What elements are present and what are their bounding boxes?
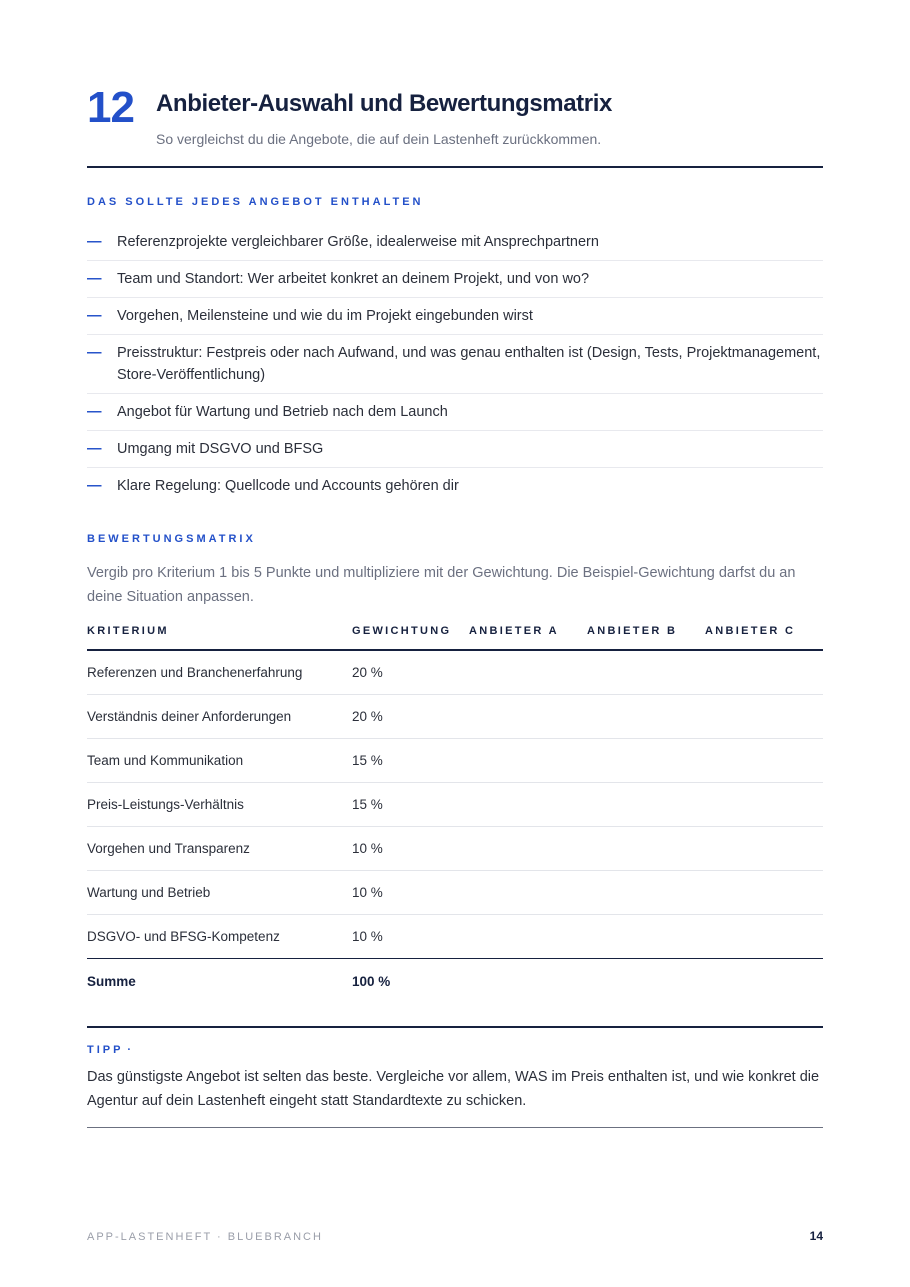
weight-cell: 15 % xyxy=(352,739,469,783)
vendor-c-score-cell xyxy=(705,650,823,695)
page-number: 14 xyxy=(809,1229,823,1243)
weight-cell: 20 % xyxy=(352,695,469,739)
weight-cell: 20 % xyxy=(352,650,469,695)
dash-bullet-icon: — xyxy=(87,345,102,361)
offer-section-heading: DAS SOLLTE JEDES ANGEBOT ENTHALTEN xyxy=(87,196,424,208)
column-header-vendor-a: ANBIETER A xyxy=(469,612,587,650)
vendor-a-score-cell xyxy=(469,783,587,827)
vendor-c-sum-cell xyxy=(705,959,823,1004)
checklist-item-text: Umgang mit DSGVO und BFSG xyxy=(117,441,324,457)
checklist-item xyxy=(87,394,823,431)
vendor-b-score-cell xyxy=(587,783,705,827)
checklist-item xyxy=(87,431,823,468)
footer-document-title: APP-LASTENHEFT · BLUEBRANCH xyxy=(87,1231,323,1243)
sum-weight: 100 % xyxy=(352,973,391,989)
vendor-a-score-cell xyxy=(469,827,587,871)
table-header-row xyxy=(87,612,823,650)
checklist-item xyxy=(87,261,823,298)
tip-separator: · xyxy=(127,1044,131,1056)
vendor-a-score-cell xyxy=(469,915,587,959)
vendor-b-score-cell xyxy=(587,650,705,695)
criterion-cell: Wartung und Betrieb xyxy=(87,871,352,915)
table-row xyxy=(87,739,823,783)
dash-bullet-icon: — xyxy=(87,271,102,287)
criterion-cell: Vorgehen und Transparenz xyxy=(87,827,352,871)
vendor-c-score-cell xyxy=(705,871,823,915)
vendor-a-score-cell xyxy=(469,871,587,915)
checklist-item xyxy=(87,298,823,335)
vendor-b-score-cell xyxy=(587,695,705,739)
matrix-section-heading: BEWERTUNGSMATRIX xyxy=(87,533,256,545)
vendor-b-score-cell xyxy=(587,827,705,871)
dash-bullet-icon: — xyxy=(87,404,102,420)
criterion-cell: DSGVO- und BFSG-Kompetenz xyxy=(87,915,352,959)
checklist-item-text: Angebot für Wartung und Betrieb nach dem Launch xyxy=(117,404,448,420)
vendor-c-score-cell xyxy=(705,827,823,871)
vendor-c-score-cell xyxy=(705,695,823,739)
vendor-c-score-cell xyxy=(705,915,823,959)
dash-bullet-icon: — xyxy=(87,308,102,324)
vendor-c-score-cell xyxy=(705,739,823,783)
checklist-item-text: Team und Standort: Wer arbeitet konkret an deinem Projekt, und von wo? xyxy=(117,271,590,287)
page-title: Anbieter-Auswahl und Bewertungsmatrix xyxy=(156,90,612,117)
tip-bottom-divider xyxy=(87,1127,823,1128)
tip-text: Das günstigste Angebot ist selten das beste. Vergleiche vor allem, WAS im Preis enthalten ist, und wie konkret die Agentur auf dein Lastenheft eingeht statt Standardtexte zu schicken. xyxy=(87,1069,820,1109)
dash-bullet-icon: — xyxy=(87,478,102,494)
vendor-a-score-cell xyxy=(469,739,587,783)
checklist-item-text: Referenzprojekte vergleichbarer Größe, idealerweise mit Ansprechpartnern xyxy=(117,234,599,250)
table-row xyxy=(87,871,823,915)
checklist-item xyxy=(87,224,823,261)
dash-bullet-icon: — xyxy=(87,441,102,457)
vendor-b-score-cell xyxy=(587,739,705,783)
matrix-intro-text: Vergib pro Kriterium 1 bis 5 Punkte und multipliziere mit der Gewichtung. Die Beispiel-Gewichtung darfst du an deine Situation anpassen. xyxy=(87,565,796,605)
offer-checklist xyxy=(87,224,823,504)
criterion-cell: Referenzen und Branchenerfahrung xyxy=(87,650,352,695)
sum-label: Summe xyxy=(87,973,136,989)
vendor-a-score-cell xyxy=(469,650,587,695)
checklist-item-text: Vorgehen, Meilensteine und wie du im Projekt eingebunden wirst xyxy=(117,308,533,324)
table-row xyxy=(87,915,823,959)
column-header-criterion: KRITERIUM xyxy=(87,612,352,650)
column-header-vendor-c: ANBIETER C xyxy=(705,612,823,650)
section-number: 12 xyxy=(87,83,134,132)
checklist-item xyxy=(87,468,823,504)
weight-cell: 10 % xyxy=(352,827,469,871)
table-row xyxy=(87,650,823,695)
criterion-cell: Team und Kommunikation xyxy=(87,739,352,783)
vendor-b-score-cell xyxy=(587,915,705,959)
header-divider xyxy=(87,166,823,168)
criterion-cell: Preis-Leistungs-Verhältnis xyxy=(87,783,352,827)
page-subtitle: So vergleichst du die Angebote, die auf dein Lastenheft zurückkommen. xyxy=(156,131,602,147)
tip-label: TIPP xyxy=(87,1044,124,1056)
vendor-c-score-cell xyxy=(705,783,823,827)
tip-top-divider xyxy=(87,1026,823,1028)
tip-heading xyxy=(87,1044,131,1056)
vendor-a-sum-cell xyxy=(469,959,587,1004)
table-row xyxy=(87,827,823,871)
column-header-vendor-b: ANBIETER B xyxy=(587,612,705,650)
dash-bullet-icon: — xyxy=(87,234,102,250)
checklist-item xyxy=(87,335,823,394)
vendor-b-score-cell xyxy=(587,871,705,915)
weight-cell: 15 % xyxy=(352,783,469,827)
checklist-item-text: Preisstruktur: Festpreis oder nach Aufwand, und was genau enthalten ist (Design, Tests, Projektmanagement, Store-Veröffentlichung) xyxy=(117,345,821,383)
vendor-a-score-cell xyxy=(469,695,587,739)
weight-cell: 10 % xyxy=(352,915,469,959)
evaluation-matrix-table xyxy=(87,612,823,1003)
column-header-weight: GEWICHTUNG xyxy=(352,612,469,650)
table-row xyxy=(87,783,823,827)
checklist-item-text: Klare Regelung: Quellcode und Accounts gehören dir xyxy=(117,478,459,494)
weight-cell: 10 % xyxy=(352,871,469,915)
sum-row xyxy=(87,959,823,1004)
vendor-b-sum-cell xyxy=(587,959,705,1004)
table-row xyxy=(87,695,823,739)
criterion-cell: Verständnis deiner Anforderungen xyxy=(87,695,352,739)
